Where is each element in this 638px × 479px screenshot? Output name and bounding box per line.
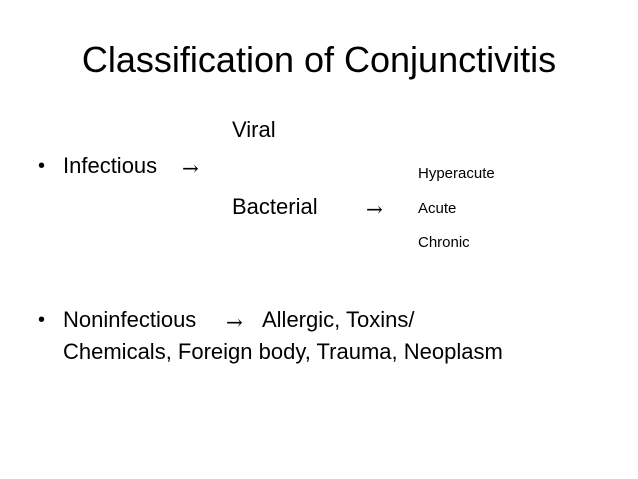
infectious-arrow-icon: → (182, 156, 199, 180)
bullet-noninfectious: • (38, 309, 46, 331)
noninfectious-label: Noninfectious (63, 307, 197, 332)
noninfectious-causes-line2: Chemicals, Foreign body, Trauma, Neoplasm (63, 339, 503, 364)
viral-label: Viral (232, 117, 276, 142)
subtype-hyperacute: Hyperacute (418, 165, 495, 182)
bacterial-arrow-icon: → (366, 197, 383, 221)
bacterial-label: Bacterial (232, 194, 318, 219)
subtype-acute: Acute (418, 200, 457, 217)
bullet-infectious: • (38, 155, 46, 177)
slide-title: Classification of Conjunctivitis (81, 39, 557, 80)
noninfectious-causes-line1: Allergic, Toxins/ (262, 307, 415, 332)
noninfectious-arrow-icon: → (226, 310, 243, 334)
subtype-chronic: Chronic (418, 234, 470, 251)
infectious-label: Infectious (63, 153, 158, 178)
